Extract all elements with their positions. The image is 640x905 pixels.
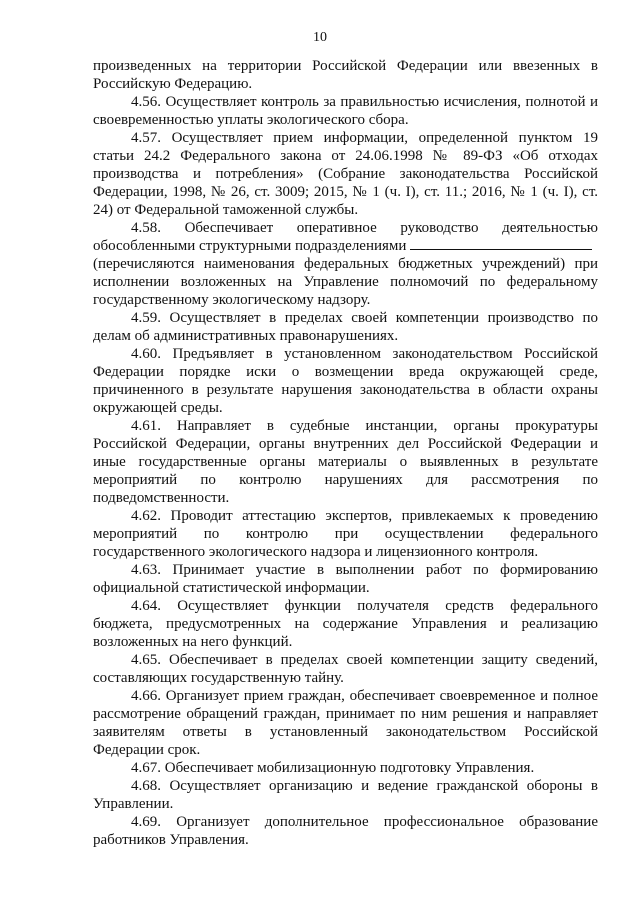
paragraph-4-58: [93, 219, 598, 255]
document-body: [93, 57, 598, 849]
paragraph-4-62: 4.62. Проводит аттестацию экспертов, привлекаемых к проведению мероприятий по контролю при осуществлении федерального государственного экологического надзора и лицензионного контроля.: [93, 508, 598, 560]
paragraph-4-61: 4.61. Направляет в судебные инстанции, органы прокуратуры Российской Федерации, органы внутренних дел Российской Федерации и иные государственные органы материалы о выявленных в результате мероприятий по контролю нарушениях для рассмотрения по подведомственности.: [93, 418, 598, 506]
paragraph-4-63: 4.63. Принимает участие в выполнении работ по формированию официальной статистической информации.: [93, 562, 598, 596]
paragraph-4-67: 4.67. Обеспечивает мобилизационную подготовку Управления.: [131, 760, 535, 776]
paragraph-continuation: произведенных на территории Российской Федерации или ввезенных в Российскую Федерацию.: [93, 58, 598, 92]
paragraph-4-57: 4.57. Осуществляет прием информации, определенной пунктом 19 статьи 24.2 Федерального закона от 24.06.1998 № 89-ФЗ «Об отходах производства и потребления» (Собрание законодательства Российской Федерации, 1998, № 26, ст. 3009; 2015, № 1 (ч. I), ст. 11.; 2016, № 1 (ч. I), ст. 24) от Федеральной таможенной службы.: [93, 130, 598, 218]
paragraph-4-58-text: 4.58. Обеспечивает оперативное руководство деятельностью обособленными структурными подразделениями: [93, 220, 598, 254]
paragraph-4-68: 4.68. Осуществляет организацию и ведение гражданской обороны в Управлении.: [93, 778, 598, 812]
paragraph-4-56: 4.56. Осуществляет контроль за правильностью исчисления, полнотой и своевременностью уплаты экологического сбора.: [93, 94, 598, 128]
fill-in-blank-line: [410, 237, 592, 250]
page-number: 10: [313, 30, 327, 45]
paragraph-4-69: 4.69. Организует дополнительное профессиональное образование работников Управления.: [93, 814, 598, 848]
paragraph-4-60: 4.60. Предъявляет в установленном законодательством Российской Федерации порядке иски о возмещении вреда окружающей среде, причиненного в результате нарушения законодательства в области охраны окружающей среды.: [93, 346, 598, 416]
paragraph-4-58-continued: (перечисляются наименования федеральных бюджетных учреждений) при исполнении возложенных на Управление полномочий по федеральному государственному экологическому надзору.: [93, 256, 598, 308]
paragraph-4-66: 4.66. Организует прием граждан, обеспечивает своевременное и полное рассмотрение обращений граждан, принимает по ним решения и направляет заявителям ответы в установленный законодательством Российской Федерации срок.: [93, 688, 598, 758]
paragraph-4-59: 4.59. Осуществляет в пределах своей компетенции производство по делам об административных правонарушениях.: [93, 310, 598, 344]
paragraph-4-64: 4.64. Осуществляет функции получателя средств федерального бюджета, предусмотренных на содержание Управления и реализацию возложенных на него функций.: [93, 598, 598, 650]
paragraph-4-65: 4.65. Обеспечивает в пределах своей компетенции защиту сведений, составляющих государственную тайну.: [93, 652, 598, 686]
